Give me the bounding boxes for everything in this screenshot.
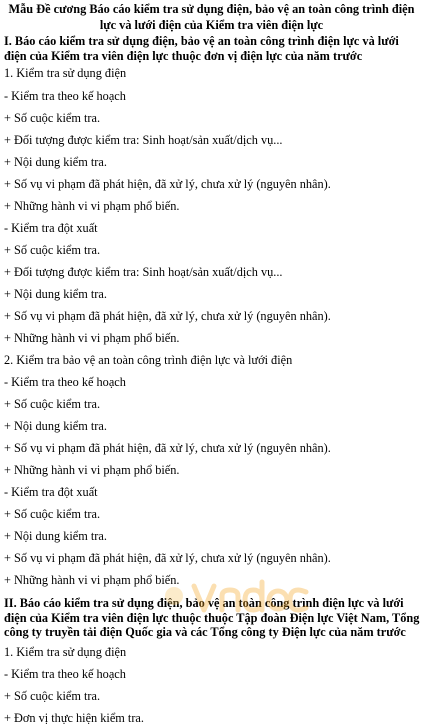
section-1-line: + Những hành vi vi phạm phổ biến. [4,463,180,477]
document-title: Mẫu Đề cương Báo cáo kiểm tra sử dụng điện, bảo vệ an toàn công trình điện lực và lưới điện của Kiểm tra viên điện lực [8,2,415,32]
section-1-line: - Kiểm tra đột xuất [4,485,98,499]
section-1-line: + Số vụ vi phạm đã phát hiện, đã xử lý, chưa xử lý (nguyên nhân). [4,551,331,565]
section-1-line: 1. Kiểm tra sử dụng điện [4,66,127,80]
section-1-line: + Nội dung kiểm tra. [4,419,107,433]
section-1-line: + Số vụ vi phạm đã phát hiện, đã xử lý, chưa xử lý (nguyên nhân). [4,177,331,191]
section-1-line: + Những hành vi vi phạm phổ biến. [4,331,180,345]
section-1-line: + Số cuộc kiểm tra. [4,111,101,125]
section-1-line: - Kiểm tra đột xuất [4,221,98,235]
section-1-line: + Nội dung kiểm tra. [4,529,107,543]
section-1-line: + Đối tượng được kiểm tra: Sinh hoạt/sản xuất/dịch vụ... [4,265,283,279]
section-1-line: - Kiểm tra theo kế hoạch [4,89,126,103]
section-1-line: + Số cuộc kiểm tra. [4,397,101,411]
section-1-line: + Nội dung kiểm tra. [4,287,107,301]
section-2-line: + Số cuộc kiểm tra. [4,689,101,703]
section-2-line: 1. Kiểm tra sử dụng điện [4,645,127,659]
section-1-line: + Số vụ vi phạm đã phát hiện, đã xử lý, chưa xử lý (nguyên nhân). [4,309,331,323]
section-2-line: + Đơn vị thực hiện kiểm tra. [4,711,144,725]
section-1-line: + Những hành vi vi phạm phổ biến. [4,573,180,587]
section-1-line: 2. Kiểm tra bảo vệ an toàn công trình điện lực và lưới điện [4,353,293,367]
section-1-line: + Những hành vi vi phạm phổ biến. [4,199,180,213]
section-1-line: - Kiểm tra theo kế hoạch [4,375,126,389]
section-2-heading: II. Báo cáo kiểm tra sử dụng điện, bảo vệ an toàn công trình điện lực và lưới điện của Kiểm tra viên điện lực thuộc thuộc Tập đoàn Điện lực Việt Nam, Tổng công ty truyền tải điện Quốc gia và các Tổng công ty Điện lực của năm trước [4,596,420,639]
section-1-heading: I. Báo cáo kiểm tra sử dụng điện, bảo vệ an toàn công trình điện lực và lưới điện của Kiểm tra viên điện lực thuộc đơn vị điện lực của năm trước [4,34,399,63]
section-2-line: - Kiểm tra theo kế hoạch [4,667,126,681]
section-1-line: + Số vụ vi phạm đã phát hiện, đã xử lý, chưa xử lý (nguyên nhân). [4,441,331,455]
section-1-line: + Nội dung kiểm tra. [4,155,107,169]
section-1-line: + Đối tượng được kiểm tra: Sinh hoạt/sản xuất/dịch vụ... [4,133,283,147]
section-1-line: + Số cuộc kiểm tra. [4,243,101,257]
section-1-line: + Số cuộc kiểm tra. [4,507,101,521]
